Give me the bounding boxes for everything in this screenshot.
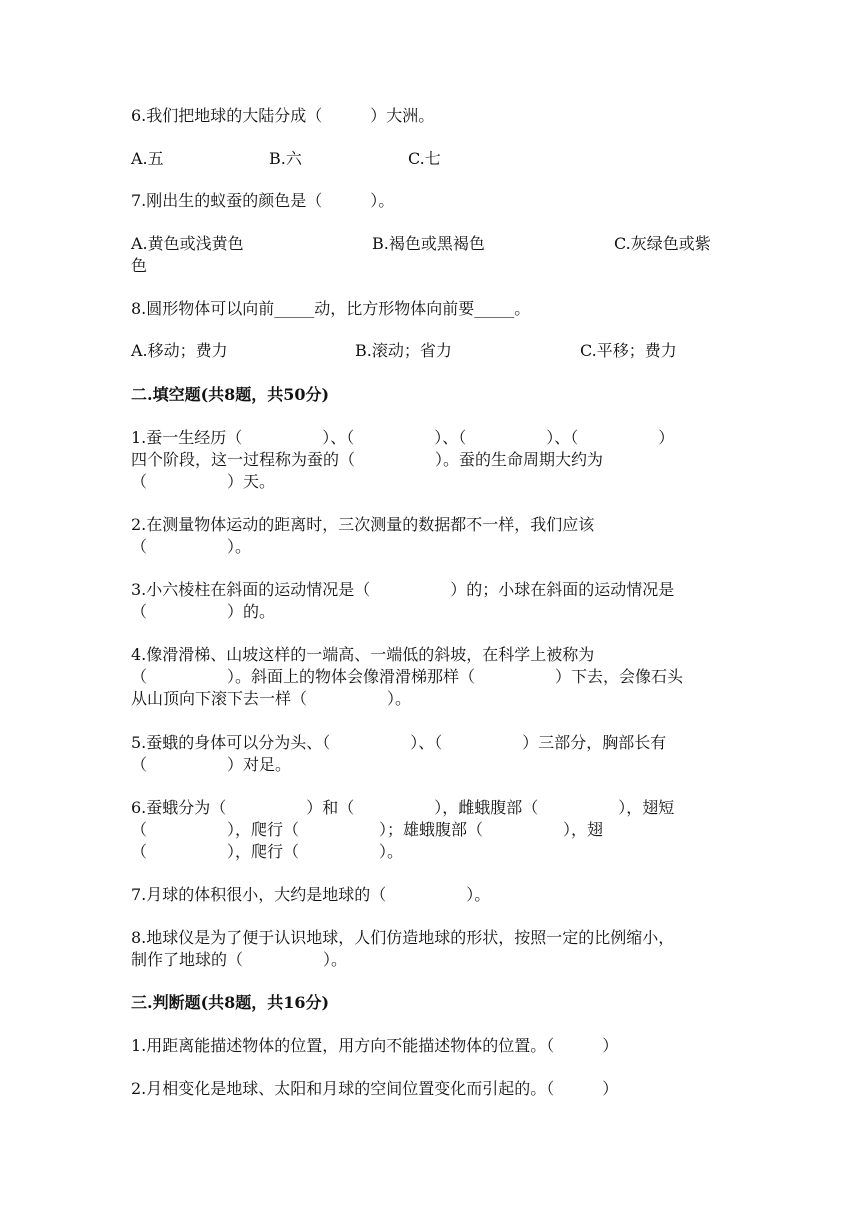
tf-question-2: 2.月相变化是地球、太阳和月球的空间位置变化而引起的。（ ） bbox=[131, 1079, 619, 1098]
mc-question-8-option-a: A.移动；费力 bbox=[131, 341, 228, 360]
mc-question-8-option-b: B.滚动；省力 bbox=[355, 341, 452, 360]
fill-question-1-line-1: 1.蚕一生经历（ ）、（ ）、（ ）、（ ） bbox=[131, 428, 675, 447]
fill-question-4-line-1: 4.像滑滑梯、山坡这样的一端高、一端低的斜坡，在科学上被称为 bbox=[131, 645, 595, 664]
mc-question-8-stem: 8.圆形物体可以向前_____动，比方形物体向前要_____。 bbox=[131, 299, 531, 318]
fill-question-5-line-2: （ ）对足。 bbox=[131, 755, 292, 774]
mc-question-8-option-c: C.平移；费力 bbox=[580, 341, 677, 360]
fill-question-4-line-2: （ ）。斜面上的物体会像滑滑梯那样（ ）下去，会像石头 bbox=[131, 667, 684, 686]
fill-question-2-line-1: 2.在测量物体运动的距离时，三次测量的数据都不一样，我们应该 bbox=[131, 515, 595, 534]
mc-question-6-stem: 6.我们把地球的大陆分成（ ）大洲。 bbox=[131, 106, 435, 125]
fill-question-8-line-1: 8.地球仪是为了便于认识地球，人们仿造地球的形状，按照一定的比例缩小， bbox=[131, 928, 675, 947]
section-heading-true-false: 三.判断题(共8题，共16分) bbox=[131, 993, 330, 1012]
fill-question-3-line-2: （ ）的。 bbox=[131, 602, 276, 621]
mc-question-7-stem: 7.刚出生的蚁蚕的颜色是（ ）。 bbox=[131, 191, 395, 210]
fill-question-8-line-2: 制作了地球的（ ）。 bbox=[131, 950, 348, 969]
fill-question-4-line-3: 从山顶向下滚下去一样（ ）。 bbox=[131, 689, 412, 708]
fill-question-5-line-1: 5.蚕蛾的身体可以分为头、（ ）、（ ）三部分，胸部长有 bbox=[131, 733, 667, 752]
fill-question-2-line-2: （ ）。 bbox=[131, 537, 252, 556]
fill-question-3-line-1: 3.小六棱柱在斜面的运动情况是（ ）的；小球在斜面的运动情况是 bbox=[131, 580, 675, 599]
mc-question-7-option-a: A.黄色或浅黄色 bbox=[131, 234, 244, 253]
mc-question-7-option-c-wrap: 色 bbox=[131, 256, 148, 275]
mc-question-7-option-b: B.褐色或黑褐色 bbox=[372, 234, 485, 253]
fill-question-1-line-2: 四个阶段，这一过程称为蚕的（ ）。蚕的生命周期大约为 bbox=[131, 450, 604, 469]
fill-question-7-line-1: 7.月球的体积很小，大约是地球的（ ）。 bbox=[131, 885, 491, 904]
tf-question-1: 1.用距离能描述物体的位置，用方向不能描述物体的位置。（ ） bbox=[131, 1036, 619, 1055]
fill-question-1-line-3: （ ）天。 bbox=[131, 472, 276, 491]
fill-question-6-line-3: （ ），爬行（ ）。 bbox=[131, 842, 404, 861]
fill-question-6-line-1: 6.蚕蛾分为（ ）和（ ），雌蛾腹部（ ），翅短 bbox=[131, 798, 675, 817]
section-heading-fill-blank: 二.填空题(共8题，共50分) bbox=[131, 385, 330, 404]
mc-question-6-option-a: A.五 bbox=[131, 149, 164, 168]
mc-question-6-option-c: C.七 bbox=[408, 149, 441, 168]
mc-question-6-option-b: B.六 bbox=[269, 149, 302, 168]
fill-question-6-line-2: （ ），爬行（ ）；雄蛾腹部（ ），翅 bbox=[131, 820, 604, 839]
mc-question-7-option-c: C.灰绿色或紫 bbox=[614, 234, 711, 253]
